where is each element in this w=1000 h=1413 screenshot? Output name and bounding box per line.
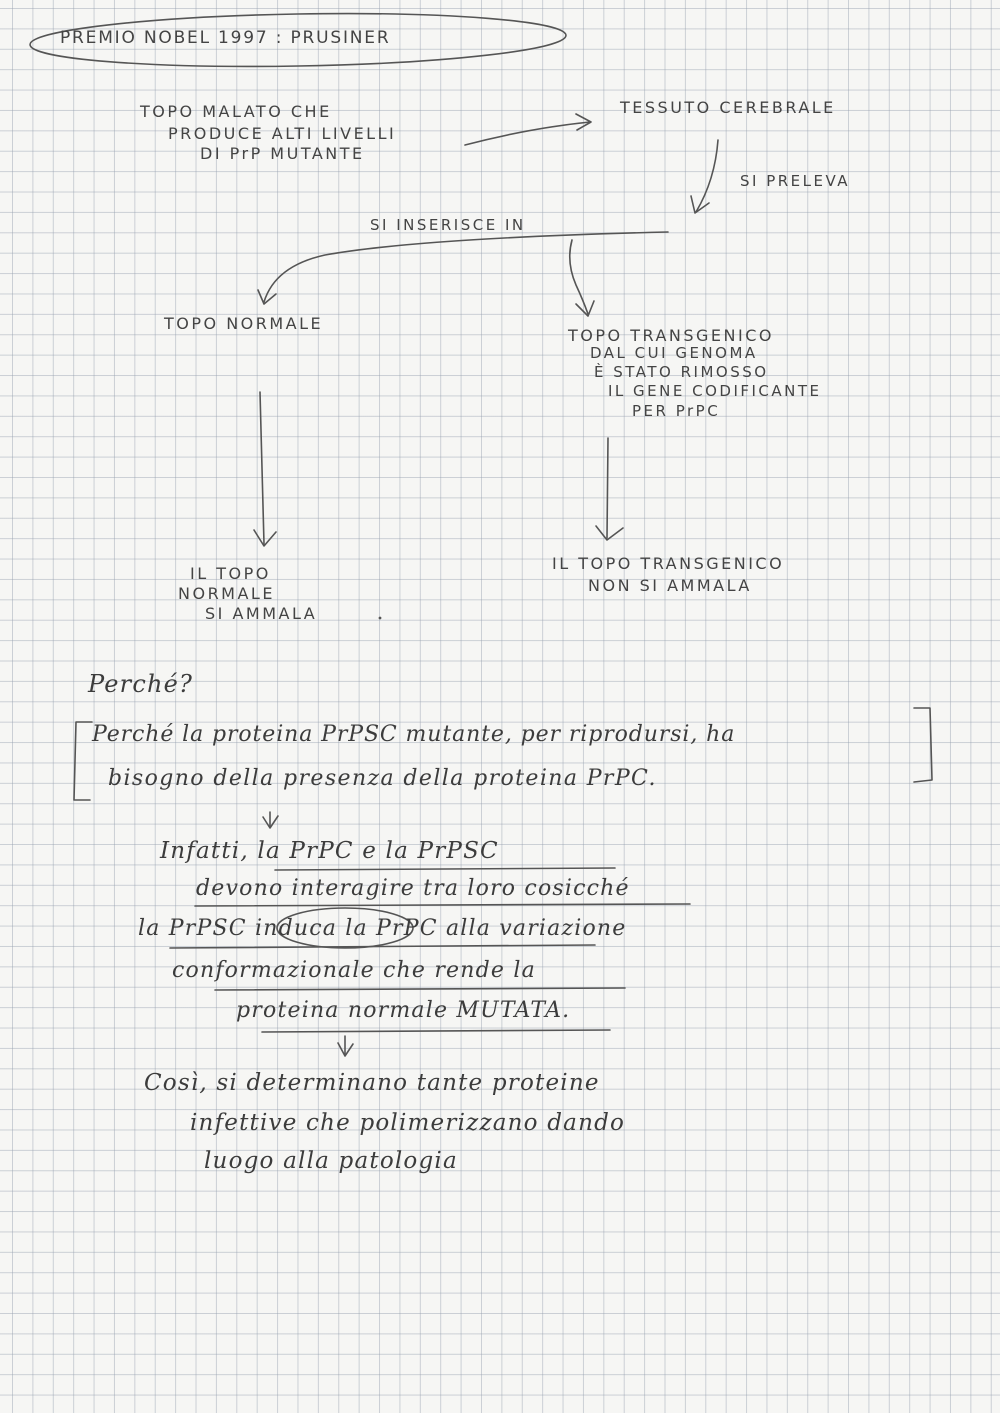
arrow-branch-left [264,232,668,302]
brain-tissue-label: TESSUTO CEREBRALE [620,98,836,117]
arrow-branch-left-head [258,290,276,304]
answer-line-2: bisogno della presenza della proteina PrPC. [108,766,657,791]
detail-line-3: la PrPSC induca la PrPC alla variazione [138,916,627,941]
normal-result-line-2: NORMALE [178,584,275,603]
stray-dot [379,617,382,620]
answer-bracket-left [74,722,92,800]
answer-bracket-right [914,708,932,782]
underline-1 [275,868,615,870]
arrow-branch-right [570,240,588,314]
transgenic-mouse-line-3: È STATO RIMOSSO [594,363,769,381]
inserted-label: SI INSERISCE IN [370,216,526,234]
transgenic-mouse-line-5: PER PrPC [632,402,721,420]
transgenic-result-line-1: IL TOPO TRANSGENICO [552,554,785,573]
arrow-transgenic-down-head [596,526,623,540]
source-mouse-line-3: DI PrP MUTANTE [200,144,365,163]
question-heading: Perché? [88,670,194,698]
conclusion-line-1: Così, si determinano tante proteine [144,1070,600,1096]
arrow-branch-right-head [576,301,594,316]
arrow-to-tissue [465,122,590,145]
extracted-label: SI PRELEVA [740,172,851,190]
underline-2 [195,904,690,906]
source-mouse-line-2: PRODUCE ALTI LIVELLI [168,124,397,143]
underline-4 [215,988,625,990]
conclusion-line-3: luogo alla patologia [204,1148,458,1174]
detail-line-4: conformazionale che rende la [172,958,536,983]
transgenic-mouse-line-2: DAL CUI GENOMA [590,344,758,362]
normal-mouse-label: TOPO NORMALE [164,314,324,333]
detail-line-2: devono interagire tra loro cosicché [196,876,630,901]
source-mouse-line-1: TOPO MALATO CHE [140,102,332,121]
normal-result-line-3: SI AMMALA [205,604,318,623]
arrow-preleva [696,140,718,212]
transgenic-mouse-line-1: TOPO TRANSGENICO [568,326,774,345]
transgenic-mouse-line-4: IL GENE CODIFICANTE [608,382,822,400]
page-title: PREMIO NOBEL 1997 : PRUSINER [60,28,391,48]
underline-5 [262,1030,610,1032]
arrow-transgenic-down [607,438,608,538]
arrow-normal-down-head [254,530,276,546]
conclusion-line-2: infettive che polimerizzano dando [190,1110,626,1136]
detail-line-5: proteina normale MUTATA. [236,998,571,1023]
arrow-normal-down [260,392,264,544]
normal-result-line-1: IL TOPO [190,564,271,583]
transgenic-result-line-2: NON SI AMMALA [588,576,752,595]
answer-line-1: Perché la proteina PrPSC mutante, per riprodursi, ha [92,722,736,747]
detail-line-1: Infatti, la PrPC e la PrPSC [160,838,499,864]
